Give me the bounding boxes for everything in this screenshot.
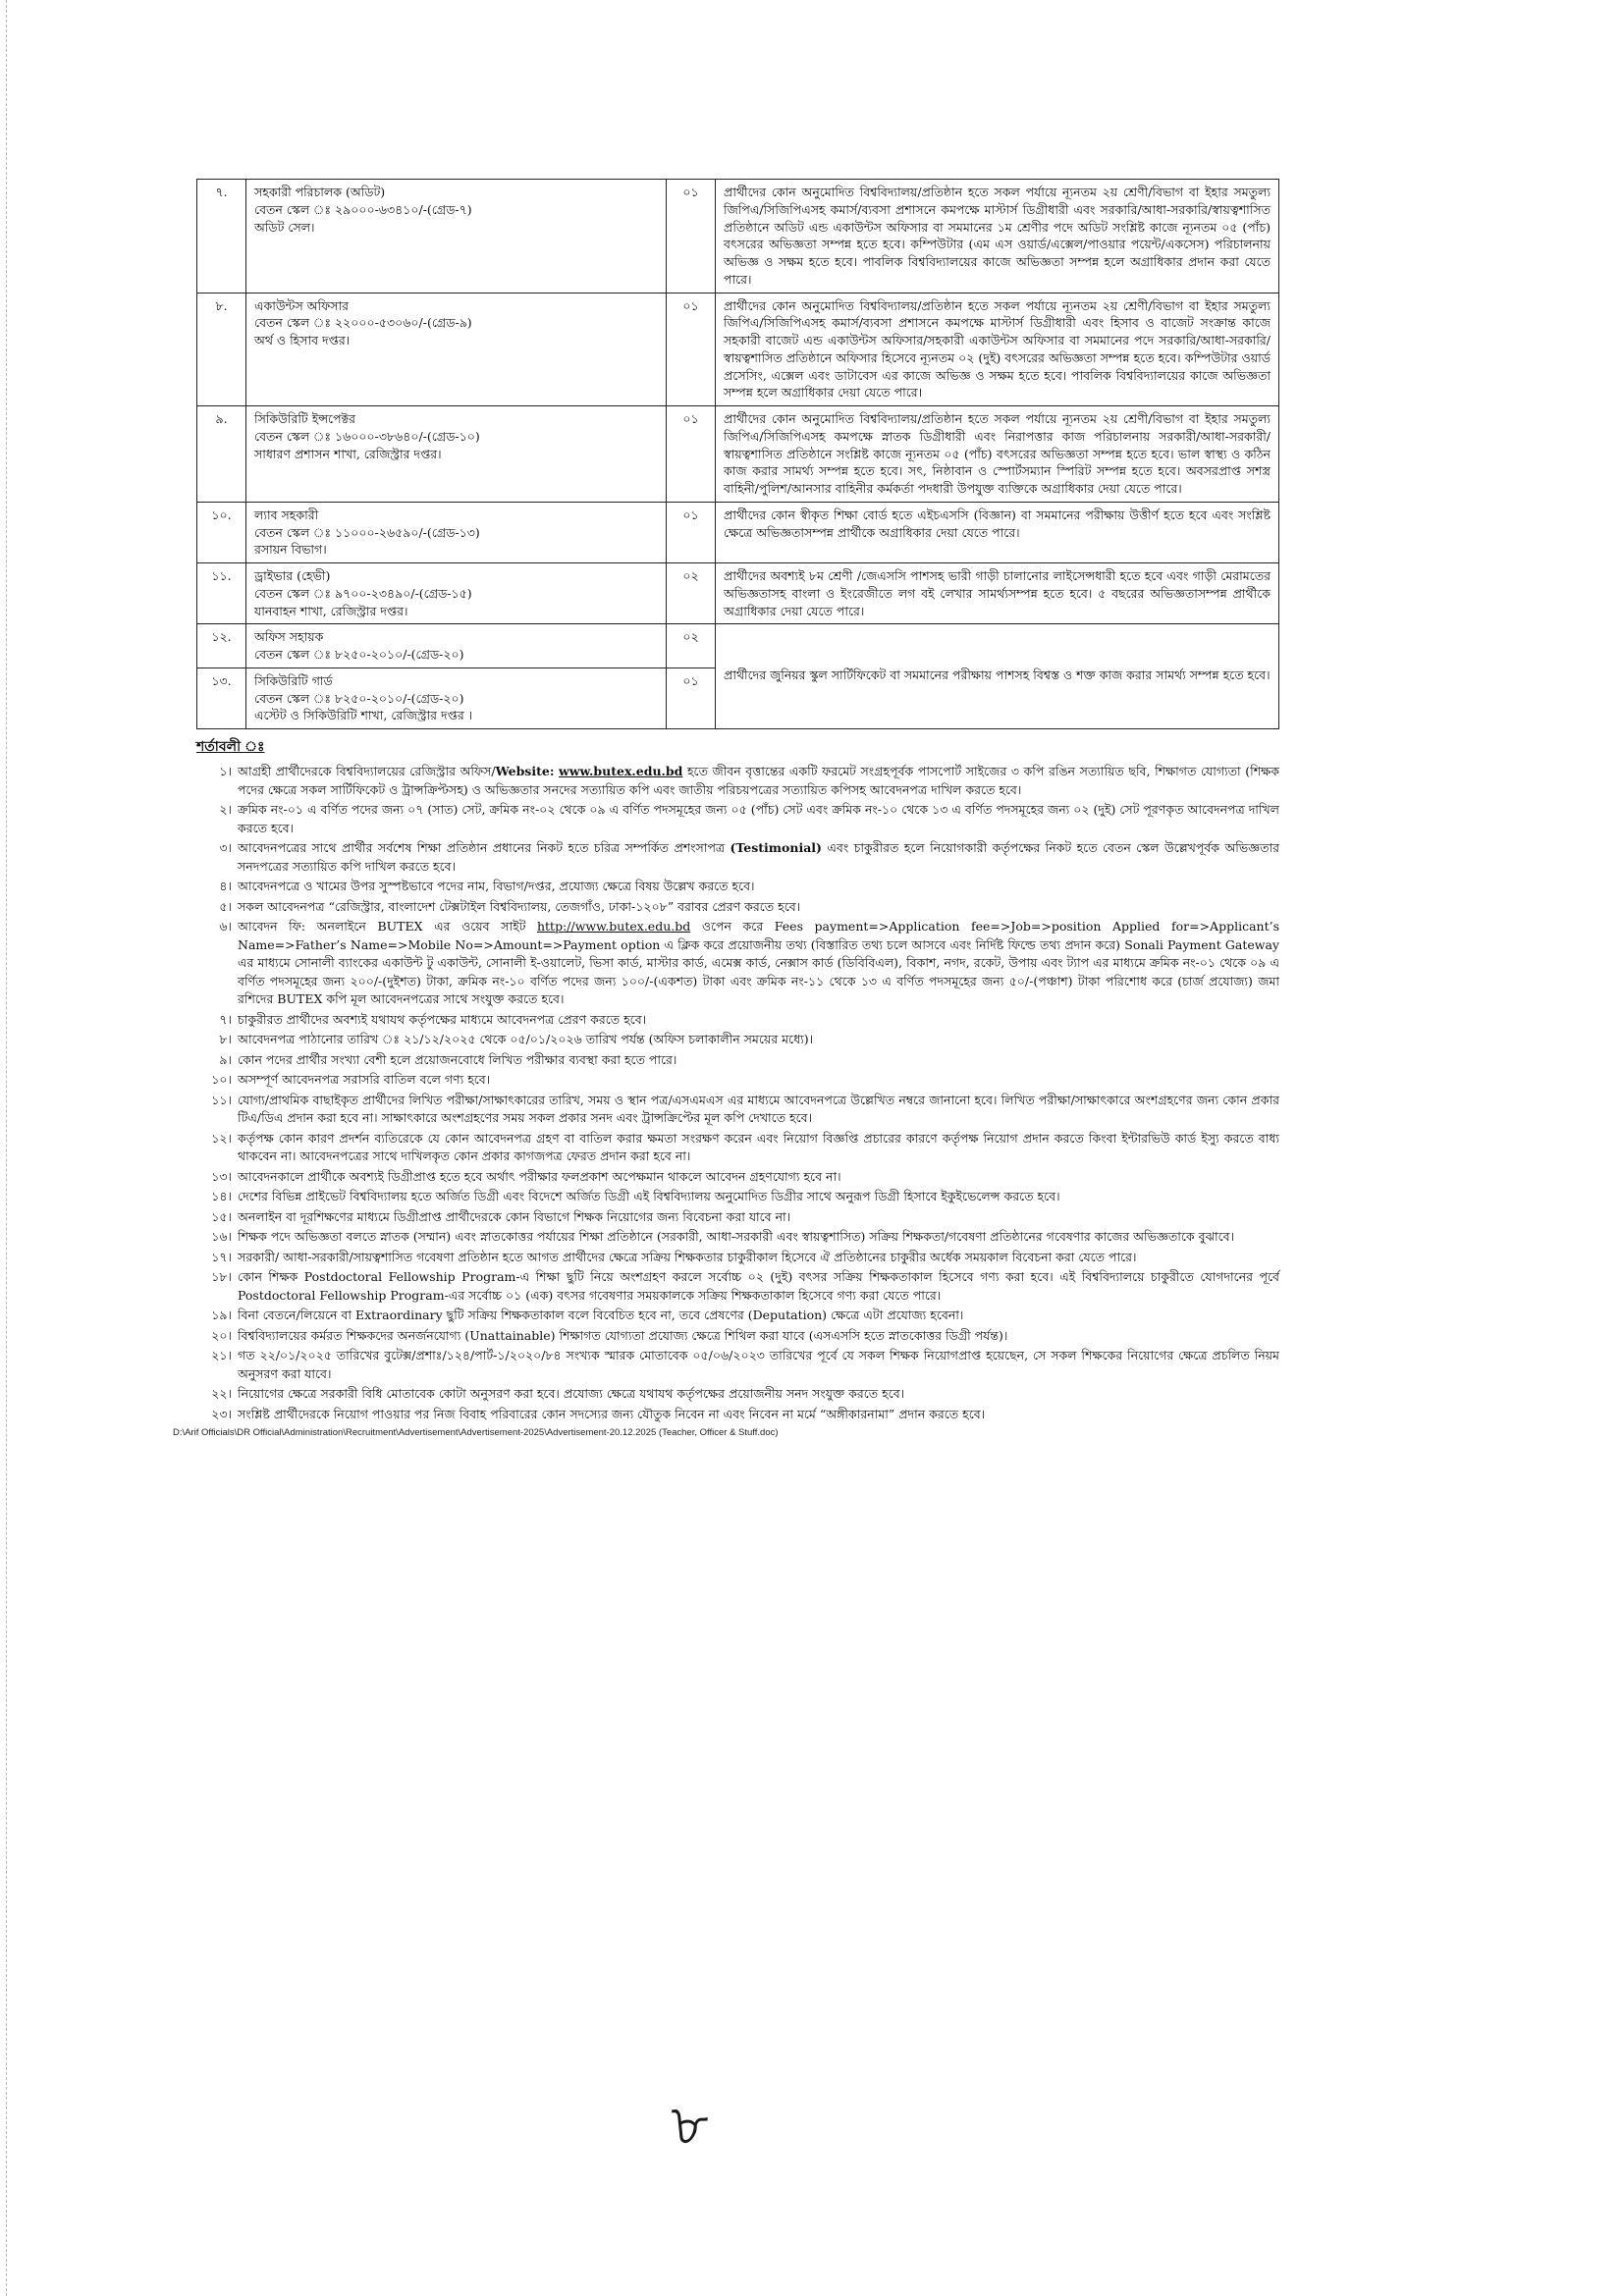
post-title: সহকারী পরিচালক (অডিট) (254, 185, 386, 199)
term-item (196, 1092, 1279, 1128)
term-item (196, 1249, 1279, 1267)
post-count: ০১ (667, 667, 716, 728)
term-text: চাকুরীরত প্রার্থীদের অবশ্যই যথাযথ কর্তৃপক্ষের মাধ্যমে আবেদনপত্র প্রেরণ করতে হবে। (238, 1011, 647, 1027)
qualification: প্রার্থীদের কোন অনুমোদিত বিশ্ববিদ্যালয়/প্রতিষ্ঠান হতে সকল পর্যায়ে ন্যূনতম ২য় শ্রেণী/বিভাগ বা ইহার সমতুল্য জিপিএ/সিজিপিএসহ কমার্স/ব্যবসা প্রশাসনে কমপক্ষে মাস্টার্স ডিগ্রীধারী এবং হিসাব ও বাজেট সংক্রান্ত কাজে সহকারী বাজেট এন্ড একাউন্টস অফিসার/সহকারী একাউন্টস অফিসার বা সমমানের পদে সরকারি/আধা-সরকারি/স্বায়ত্বশাসিত প্রতিষ্ঠানে অফিসার হিসেবে ন্যূনতম ০২ (দুই) বৎসরের অভিজ্ঞতা সম্পন্ন হতে হবে। কম্পিউটার ওয়ার্ড প্রসেসিং, এক্সেল এবং ডাটাবেস এর কাজে অভিজ্ঞ ও সক্ষম হতে হবে। পাবলিক বিশ্ববিদ্যালয়ের কাজে অভিজ্ঞতা সম্পন্ন হলে অগ্রাধিকার দেয়া যেতে পারে। (716, 293, 1279, 406)
table-row (197, 293, 1279, 406)
post-title: সিকিউরিটি ইন্সপেক্টর (254, 411, 355, 426)
serial-number: ১২. (197, 624, 246, 668)
term-item (196, 1071, 1279, 1090)
term-item (196, 1011, 1279, 1030)
term-number: ১০। (211, 1072, 232, 1087)
post-count: ০১ (667, 293, 716, 406)
post-info (246, 667, 667, 728)
term-item (196, 1307, 1279, 1325)
term-text: আবেদনপত্রে ও খামের উপর সুস্পষ্টভাবে পদের নাম, বিভাগ/দপ্তর, প্রযোজ্য ক্ষেত্রে বিষয় উল্লেখ করতে হবে। (238, 879, 755, 893)
pay-scale: বেতন স্কেল ঃ ১১০০০-২৬৫৯০/-(গ্রেড-১৩) (254, 524, 480, 540)
term-item (196, 1347, 1279, 1383)
term-number: ৬। (219, 919, 232, 934)
term-number: ১৭। (211, 1249, 232, 1264)
table-row (197, 502, 1279, 562)
term-text-part: আগ্রহী প্রার্থীদেরকে বিশ্ববিদ্যালয়ের রেজিস্ট্রার অফিস/ (238, 764, 496, 778)
term-item (196, 1051, 1279, 1070)
term-item (196, 839, 1279, 876)
term-item (196, 1208, 1279, 1227)
qualification: প্রার্থীদের কোন অনুমোদিত বিশ্ববিদ্যালয়/প্রতিষ্ঠান হতে সকল পর্যায়ে ন্যূনতম ২য় শ্রেণী/বিভাগ বা ইহার সমতুল্য জিপিএ/সিজিপিএসহ কমপক্ষে স্নাতক ডিগ্রীধারী এবং নিরাপত্তার কাজ পরিচালনায় সরকারী/আধা-সরকারী/স্বায়ত্বশাসিত প্রতিষ্ঠানে সংশ্লিষ্ট কাজে ন্যূনতম ০৫ (পাঁচ) বৎসরের অভিজ্ঞতা সম্পন্ন হতে হবে। ভাল স্বাস্থ্য ও কঠিন কাজ করার সামর্থ্য সম্পন্ন হতে হবে। সৎ, নিষ্ঠাবান ও স্পোর্টসম্যান স্পিরিট সম্পন্ন হতে হবে। অবসরপ্রাপ্ত সশস্ত্র বাহিনী/পুলিশ/আনসার বাহিনীর কর্মকর্তা পদধারী উপযুক্ত ব্যক্তিকে অগ্রাধিকার দেয়া যেতে পারে। (716, 406, 1279, 503)
post-count: ০১ (667, 406, 716, 503)
posts-table (196, 179, 1279, 729)
serial-number: ৯. (197, 406, 246, 503)
qualification-text: প্রার্থীদের জুনিয়র স্কুল সার্টিফিকেট বা সমমানের পরীক্ষায় পাশসহ বিশ্বস্ত ও শক্ত কাজ করার সামর্থ্য সম্পন্ন হতে হবে। (724, 667, 1271, 683)
term-number: ১২। (211, 1130, 232, 1146)
post-info (246, 502, 667, 562)
post-title: ড্রাইভার (হেভী) (254, 568, 331, 583)
term-item (196, 1168, 1279, 1187)
term-number: ১৫। (211, 1208, 232, 1224)
term-item (196, 763, 1279, 799)
table-row (197, 563, 1279, 624)
term-text: নিয়োগের ক্ষেত্রে সরকারী বিধি মোতাবেক কোটা অনুসরণ করা হবে। প্রযোজ্য ক্ষেত্রে যথাযথ কর্তৃপক্ষের প্রয়োজনীয় সনদ সংযুক্ত করতে হবে। (238, 1386, 905, 1401)
pay-scale: বেতন স্কেল ঃ ১৬০০০-৩৮৬৪০/-(গ্রেড-১০) (254, 428, 480, 444)
term-text-part: হতে জীবন বৃত্তান্তের একটি ফরমেট সংগ্রহপূর্বক পাসপোর্ট সাইজের ৩ কপি রঙিন সত্যায়িত ছবি, শিক্ষাগত যোগ্যতা (শিক্ষক পদের ক্ষেত্রে সকল সার্টিফিকেট ও ট্রান্সক্রিপ্টসহ) ও অভিজ্ঞতার সনদের সত্যায়িত কপি এবং জাতীয় পরিচয়পত্রের সত্যায়িত কপিসহ আবেদনপত্র দাখিল করতে হবে। (238, 764, 1279, 797)
term-text: যোগ্য/প্রাথমিক বাছাইকৃত প্রার্থীদের লিখিত পরীক্ষা/সাক্ষাৎকারের তারিখ, সময় ও স্থান পত্র/এসএমএস এর মাধ্যমে আবেদনপত্রে উল্লেখিত নম্বরে জানানো হবে। লিখিত পরীক্ষা/সাক্ষাৎকারে অংশগ্রহণের জন্য কোন প্রকার টিএ/ডিএ প্রদান করা হবে না। সাক্ষাৎকারে অংশগ্রহণের সময় সকল প্রকার সনদ এবং ট্রান্সক্রিপ্টের মূল কপি দেখাতে হবে। (238, 1092, 1279, 1125)
term-text: দেশের বিভিন্ন প্রাইভেট বিশ্ববিদ্যালয় হতে অর্জিত ডিগ্রী এবং বিদেশে অর্জিত ডিগ্রী এই বিশ্ববিদ্যালয় অনুমোদিত ডিগ্রীর সাথে অনুরূপ ডিগ্রী হিসাবে ইকুইভেলেন্স করতে হবে। (238, 1189, 1060, 1203)
term-text-part: আবেদনপত্রের সাথে প্রার্থীর সর্বশেষ শিক্ষা প্রতিষ্ঠান প্রধানের নিকট হতে চরিত্র সম্পর্কিত প্রশংসাপত্র (238, 840, 730, 855)
terms-list (196, 763, 1279, 1423)
testimonial-label: (Testimonial) (730, 840, 822, 855)
qualification-merged (716, 624, 1279, 729)
term-number: ২৩। (211, 1406, 232, 1421)
term-number: ২০। (211, 1327, 232, 1343)
file-path-footer: D:\Arif Officials\DR Official\Administration\Recruitment\Advertisement\Advertisement-2025\Advertisement-20.12.2025 (Teacher, Officer & Stuff.doc) (173, 1427, 779, 1438)
term-number: ১৪। (211, 1189, 232, 1203)
term-item (196, 1031, 1279, 1049)
term-text: কোন পদের প্রার্থীর সংখ্যা বেশী হলে প্রয়োজনবোধে লিখিত পরীক্ষার ব্যবস্থা করা হতে পারে। (238, 1051, 677, 1067)
term-number: ৭। (219, 1011, 232, 1027)
pay-scale: বেতন স্কেল ঃ ৮২৫০-২০১০/-(গ্রেড-২০) (254, 690, 464, 706)
pay-scale: বেতন স্কেল ঃ ২২০০০-৫৩০৬০/-(গ্রেড-৯) (254, 315, 472, 331)
term-text: সকল আবেদনপত্র “রেজিস্ট্রার, বাংলাদেশ টেক্সটাইল বিশ্ববিদ্যালয়, তেজগাঁও, ঢাকা-১২০৮” বরাবর প্রেরণ করতে হবে। (238, 898, 801, 914)
website-link[interactable]: www.butex.edu.bd (559, 764, 683, 778)
pay-scale: বেতন স্কেল ঃ ২৯০০০-৬৩৪১০/-(গ্রেড-৭) (254, 201, 472, 217)
term-number: ২২। (211, 1386, 232, 1401)
term-item (196, 878, 1279, 896)
qualification: প্রার্থীদের কোন অনুমোদিত বিশ্ববিদ্যালয়/প্রতিষ্ঠান হতে সকল পর্যায়ে ন্যূনতম ২য় শ্রেণী/বিভাগ বা ইহার সমতুল্য জিপিএ/সিজিপিএসহ কমার্স/ব্যবসা প্রশাসনে কমপক্ষে মাস্টার্স ডিগ্রীধারী এবং সরকারি/আধা-সরকারি/স্বায়ত্বশাসিত প্রতিষ্ঠানে অডিট এন্ড একাউন্টস অফিসার বা সমমানের ১ম শ্রেণীর পদে অডিট সংশ্লিষ্ট কাজে ন্যূনতম ০৫ (পাঁচ) বৎসরের অভিজ্ঞতা সম্পন্ন হতে হবে। কম্পিউটার (এম এস ওয়ার্ড/এক্সেল/পাওয়ার পয়েন্ট/একসেস) পরিচালনায় অভিজ্ঞ ও সক্ষম হতে হবে। পাবলিক বিশ্ববিদ্যালয়ের কাজে অভিজ্ঞতা সম্পন্ন হলে অগ্রাধিকার প্রদান করা যেতে পারে। (716, 180, 1279, 294)
term-number: ১৩। (211, 1168, 232, 1184)
term-item (196, 1327, 1279, 1346)
term-number: ১। (219, 764, 232, 778)
term-number: ৮। (219, 1032, 232, 1046)
advertisement-page (173, 179, 1280, 1438)
term-item (196, 1406, 1279, 1424)
term-item (196, 1228, 1279, 1247)
department: অডিট সেল। (254, 219, 315, 235)
department: সাধারণ প্রশাসন শাখা, রেজিস্ট্রার দপ্তর। (254, 446, 442, 461)
butex-url-link[interactable]: http://www.butex.edu.bd (536, 919, 691, 934)
post-title: ল্যাব সহকারী (254, 507, 319, 522)
term-item (196, 898, 1279, 917)
term-text-part: এবং চাকুরীরত হলে নিয়োগকারী কর্তৃপক্ষের নিকট হতে বেতন স্কেল উল্লেখপূর্বক অভিজ্ঞতার সনদপত্রের সত্যায়িত কপি দাখিল করতে হবে। (238, 840, 1280, 874)
post-info (246, 180, 667, 294)
term-text: অনলাইন বা দূরশিক্ষণের মাধ্যমে ডিগ্রীপ্রাপ্ত প্রার্থীদেরকে কোন বিভাগে শিক্ষক নিয়োগের জন্য বিবেচনা করা যাবে না। (238, 1208, 791, 1224)
table-row (197, 624, 1279, 668)
term-text: আবেদনকালে প্রার্থীকে অবশ্যই ডিগ্রীপ্রাপ্ত হতে হবে অর্থাৎ পরীক্ষার ফলপ্রকাশ অপেক্ষমান থাকলে আবেদন গ্রহণযোগ্য হবে না। (238, 1168, 841, 1184)
term-item (196, 1268, 1279, 1305)
post-count: ০১ (667, 180, 716, 294)
serial-number: ৮. (197, 293, 246, 406)
term-text: ক্রমিক নং-০১ এ বর্ণিত পদের জন্য ০৭ (সাত) সেট, ক্রমিক নং-০২ থেকে ০৯ এ বর্ণিত পদসমূহের জন্য ০৫ (পাঁচ) সেট এবং ক্রমিক নং-১০ থেকে ১৩ এ বর্ণিত পদসমূহের জন্য ০২ (দুই) সেট পূরণকৃত আবেদনপত্র দাখিল করতে হবে। (238, 802, 1279, 835)
table-row (197, 406, 1279, 503)
pay-scale: বেতন স্কেল ঃ ৯৭০০-২৩৪৯০/-(গ্রেড-১৫) (254, 585, 472, 601)
binding-edge-line (6, 0, 7, 2296)
serial-number: ১১. (197, 563, 246, 624)
serial-number: ১০. (197, 502, 246, 562)
post-title: একাউন্টস অফিসার (254, 297, 349, 313)
post-count: ০২ (667, 624, 716, 668)
department: রসায়ন বিভাগ। (254, 542, 327, 558)
post-count: ০২ (667, 563, 716, 624)
term-text: সরকারী/ আধা-সরকারী/সায়ত্বশাসিত গবেষণা প্রতিষ্ঠান হতে আগত প্রার্থীদের ক্ষেত্রে সক্রিয় শিক্ষকতার চাকুরীকাল হিসেবে ঐ প্রতিষ্ঠানের চাকুরীর অর্ধেক সময়কাল বিবেচনা করা যেতে পারে। (238, 1249, 1137, 1264)
handwritten-page-number: ৮ (669, 2089, 713, 2160)
term-number: ১৮। (211, 1269, 232, 1284)
term-number: ২১। (211, 1348, 232, 1362)
post-info (246, 624, 667, 668)
qualification: প্রার্থীদের কোন স্বীকৃত শিক্ষা বোর্ড হতে এইচএসসি (বিজ্ঞান) বা সমমানের পরীক্ষায় উত্তীর্ণ হতে হবে এবং সংশ্লিষ্ট ক্ষেত্রে অভিজ্ঞতাসম্পন্ন প্রার্থীকে অগ্রাধিকার দেয়া যেতে পারে। (716, 502, 1279, 562)
serial-number: ১৩. (197, 667, 246, 728)
post-count: ০১ (667, 502, 716, 562)
term-text: বিনা বেতনে/লিয়েনে বা Extraordinary ছুটি সক্রিয় শিক্ষকতাকাল বলে বিবেচিত হবে না, তবে প্রেষণের (Deputation) ক্ষেত্রে এটা প্রযোজ্য হবেনা। (238, 1308, 964, 1322)
table-row (197, 180, 1279, 294)
term-number: ৫। (219, 898, 232, 914)
qualification: প্রার্থীদের অবশ্যই ৮ম শ্রেণী /জেএসসি পাশসহ ভারী গাড়ী চালানোর লাইসেন্সধারী হতে হবে এবং গাড়ী মেরামতের অভিজ্ঞতাসহ বাংলা ও ইংরেজীতে লগ বই লেখার সামর্থ্যসম্পন্ন হতে হবে। ৫ বছরের অভিজ্ঞতাসম্পন্ন প্রার্থীকে অগ্রাধিকার দেয়া যেতে পারে। (716, 563, 1279, 624)
term-text: সংশ্লিষ্ট প্রার্থীদেরকে নিয়োগ পাওয়ার পর নিজ বিবাহ পরিবারের কোন সদস্যের জন্য যৌতুক নিবেন না এবং নিবেন না মর্মে “অঙ্গীকারনামা” প্রদান করতে হবে। (238, 1406, 986, 1421)
post-info (246, 563, 667, 624)
term-text: আবেদনপত্র পাঠানোর তারিখ ঃ ২১/১২/২০২৫ থেকে ০৫/০১/২০২৬ তারিখ পর্যন্ত (অফিস চলাকালীন সময়ের মধ্যে)। (238, 1032, 814, 1046)
term-item (196, 1130, 1279, 1166)
term-text-part: আবেদন ফি: অনলাইনে BUTEX এর ওয়েব সাইট (238, 919, 537, 934)
term-text-part: ওপেন করে Fees payment=>Application fee=>Job=>position Applied for=>Applicant’s Name=>Father’s Name=>Mobile No=>Amount=>Payment option এ ক্লিক করে প্রয়োজনীয় তথ্য (বিস্তারিত তথ্য চলে আসবে এবং নির্দিষ্ট ফিল্ডে তথ্য প্রদান করে) Sonali Payment Gateway এর মাধ্যমে সোনালী ব্যাংকের একাউন্ট টু একাউন্ট, সোনালী ই-ওয়ালেট, ভিসা কার্ড, মাস্টার কার্ড, এমেক্স কার্ড, নেক্সাস কার্ড (ডিবিবিএল), বিকাশ, নগদ, রকেট, উপায় এবং ট্যাপ এর মাধ্যমে ক্রমিক নং-০১ থেকে ০৯ এ বর্ণিত পদসমূহের জন্য ২০০/-(দুইশত) টাকা, ক্রমিক নং-১০ বর্ণিত পদের জন্য ১০০/-(একশত) টাকা এবং ক্রমিক নং-১১ থেকে ১৩ এ বর্ণিত পদসমূহের জন্য ৫০/-(পঞ্চাশ) টাকা পরিশোধ করে (চার্জ প্রযোজ্য) জমা রশিদের BUTEX কপি মূল আবেদনপত্রের সাথে সংযুক্ত করতে হবে। (238, 919, 1279, 1006)
term-number: ৩। (219, 840, 232, 855)
term-text: শিক্ষক পদে অভিজ্ঞতা বলতে স্নাতক (সম্মান) এবং স্নাতকোত্তর পর্যায়ের শিক্ষা প্রতিষ্ঠানে (সরকারী, আধা-সরকারী এবং স্বায়ত্বশাসিত) সক্রিয় শিক্ষকতা/গবেষণা প্রতিষ্ঠানের গবেষণার কাজের অভিজ্ঞতাকে বুঝাবে। (238, 1229, 1235, 1244)
post-title: অফিস সহায়ক (254, 629, 324, 645)
post-info (246, 406, 667, 503)
department: যানবাহন শাখা, রেজিস্ট্রার দপ্তর। (254, 603, 408, 618)
term-item (196, 1385, 1279, 1404)
term-text: অসম্পূর্ণ আবেদনপত্র সরাসরি বাতিল বলে গণ্য হবে। (238, 1072, 491, 1087)
term-text (238, 763, 1279, 799)
term-number: ৪। (219, 879, 232, 893)
term-text: বিশ্ববিদ্যালয়ের কর্মরত শিক্ষকদের অনর্জনযোগ্য (Unattainable) শিক্ষাগত যোগ্যতা প্রযোজ্য ক্ষেত্রে শিথিল করা যাবে (এসএসসি হতে স্নাতকোত্তর ডিগ্রী পর্যন্ত)। (238, 1327, 1008, 1343)
serial-number: ৭. (197, 180, 246, 294)
website-label: Website: (495, 764, 555, 778)
term-number: ১১। (211, 1092, 232, 1107)
term-item (196, 1188, 1279, 1206)
post-title: সিকিউরিটি গার্ড (254, 672, 333, 688)
term-number: ১৬। (211, 1229, 232, 1244)
term-item (196, 918, 1279, 1009)
pay-scale: বেতন স্কেল ঃ ৮২৫০-২০১০/-(গ্রেড-২০) (254, 647, 464, 662)
term-item (196, 801, 1279, 837)
post-info (246, 293, 667, 406)
term-text: কোন শিক্ষক Postdoctoral Fellowship Program-এ শিক্ষা ছুটি নিয়ে অংশগ্রহণ করলে সর্বোচ্চ ০২ (দুই) বৎসর সক্রিয় শিক্ষকতাকাল হিসেবে গণ্য করা হবে। এই বিশ্ববিদ্যালয়ে চাকুরীতে যোগদানের পূর্বে Postdoctoral Fellowship Program-এর সর্বোচ্চ ০১ (এক) বৎসর গবেষণার সময়কালকে সক্রিয় শিক্ষকতাকাল হিসেবে গণ্য করা যেতে পারে। (238, 1269, 1279, 1303)
term-number: ২। (219, 802, 232, 817)
term-text (238, 839, 1279, 876)
term-text: কর্তৃপক্ষ কোন কারণ প্রদর্শন ব্যতিরেকে যে কোন আবেদনপত্র গ্রহণ বা বাতিল করার ক্ষমতা সংরক্ষণ করেন এবং নিয়োগ বিজ্ঞপ্তি প্রচারের কারণে কর্তৃপক্ষ নিয়োগ প্রদান করতে কিংবা ইন্টারভিউ কার্ড ইস্যু করতে বাধ্য থাকবেন না। আবেদনপত্রের সাথে দাখিলকৃত কোন প্রকার কাগজপত্র ফেরত প্রদান করা হবে না। (238, 1130, 1279, 1163)
department: এস্টেট ও সিকিউরিটি শাখা, রেজিস্ট্রার দপ্তর । (254, 708, 473, 723)
terms-heading: শর্তাবলী ঃ (196, 739, 265, 755)
term-text: গত ২২/০১/২০২৫ তারিখের বুটেক্স/প্রশাঃ/১২৪/পার্ট-১/২০২০/৮৪ সংখ্যক স্মারক মোতাবেক ০৫/০৬/২০২৩ তারিখের পূর্বে যে সকল শিক্ষক নিয়োগপ্রাপ্ত হয়েছেন, সে সকল শিক্ষকের নিয়োগের ক্ষেত্রে প্রচলিত নিয়ম অনুসরণ করা যাবে। (238, 1348, 1279, 1381)
term-number: ৯। (219, 1051, 232, 1067)
department: অর্থ ও হিসাব দপ্তর। (254, 333, 351, 347)
term-text (238, 918, 1279, 1009)
term-number: ১৯। (211, 1308, 232, 1322)
